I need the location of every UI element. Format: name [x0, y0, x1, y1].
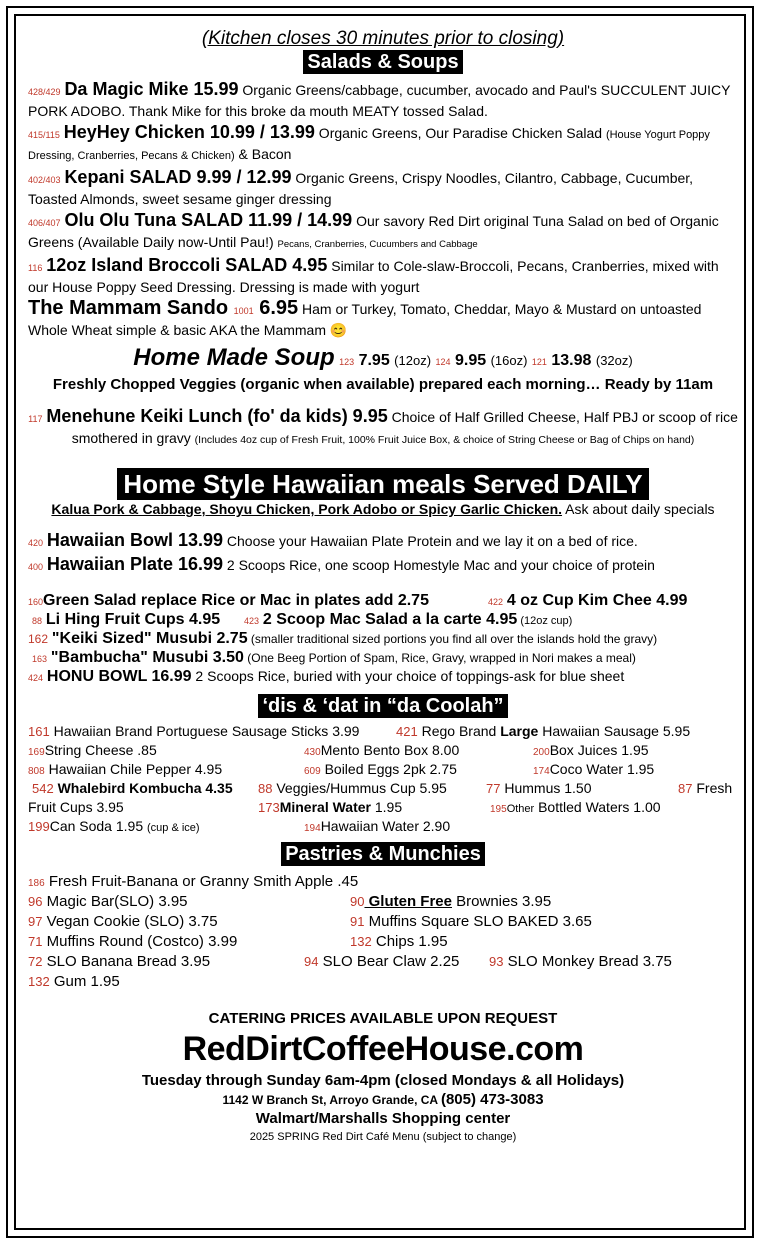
phone-number[interactable]: (805) 473-3083	[440, 1091, 544, 1108]
soup-note: Freshly Chopped Veggies (organic when available) prepared each morning… Ready by 11am	[52, 376, 714, 393]
list-item: 96 Magic Bar(SLO) 3.95 90 Gluten Free Brownies 3.95	[28, 893, 552, 910]
address: 1142 W Branch St, Arroyo Grande, CA (805) 473-3083	[222, 1091, 544, 1108]
list-item: 71 Muffins Round (Costco) 3.99 132 Chips 1.95	[28, 933, 448, 950]
menu-item: 402/403 Kepani SALAD 9.99 / 12.99 Organic Greens, Crispy Noodles, Cilantro, Cabbage, Cucumber, Toasted Almonds, sweet sesame ginger dressing	[28, 167, 694, 207]
list-item: 88 Li Hing Fruit Cups 4.95 423 2 Scoop Mac Salad a la carte 4.95 (12oz cup)	[32, 611, 573, 628]
menu-item-bowl: 420 Hawaiian Bowl 13.99 Choose your Hawaiian Plate Protein and we lay it on a bed of rice.	[28, 530, 638, 550]
list-item: 542 Whalebird Kombucha 4.35 88 Veggies/Hummus Cup 5.95 77 Hummus 1.50 87 Fresh	[32, 780, 733, 796]
catering-note: CATERING PRICES AVAILABLE UPON REQUEST	[208, 1010, 558, 1027]
menu-item: 415/115 HeyHey Chicken 10.99 / 13.99 Organic Greens, Our Paradise Chicken Salad (House Yogurt Poppy Dressing, Cranberries, Pecans & Chicken) & Bacon	[28, 122, 710, 162]
soup-line: Home Made Soup 123 7.95 (12oz) 124 9.95 (16oz) 121 13.98 (32oz)	[133, 344, 633, 371]
list-item: 72 SLO Banana Bread 3.95 94 SLO Bear Claw 2.25 93 SLO Monkey Bread 3.75	[28, 953, 672, 970]
list-item: 161 Hawaiian Brand Portuguese Sausage Sticks 3.99 421 Rego Brand Large Hawaiian Sausage 5.95	[28, 723, 691, 739]
list-item: 132 Gum 1.95	[28, 973, 120, 990]
list-item: 169String Cheese .85 430Mento Bento Box 8.00 200Box Juices 1.95	[28, 742, 649, 758]
menu-item-plate: 400 Hawaiian Plate 16.99 2 Scoops Rice, one scoop Homestyle Mac and your choice of protein	[28, 554, 655, 574]
section-coolah: ‘dis & ‘dat in “da Coolah”	[28, 694, 738, 718]
section-hawaiian-meals: Home Style Hawaiian meals Served DAILY	[28, 468, 738, 500]
list-item: 97 Vegan Cookie (SLO) 3.75 91 Muffins Square SLO BAKED 3.65	[28, 913, 592, 930]
list-item: 160Green Salad replace Rice or Mac in plates add 2.75 422 4 oz Cup Kim Chee 4.99	[28, 592, 688, 609]
footer	[28, 1010, 738, 1145]
list-item: 808 Hawaiian Chile Pepper 4.95 609 Boiled Eggs 2pk 2.75 174Coco Water 1.95	[28, 761, 655, 777]
list-item: Fruit Cups 3.95 173Mineral Water 1.95 195Other Bottled Waters 1.00	[28, 799, 661, 815]
menu-item: 406/407 Olu Olu Tuna SALAD 11.99 / 14.99 Our savory Red Dirt original Tuna Salad on bed of Organic Greens (Available Daily now-Until Pau!) Pecans, Cranberries, Cucumbers and Cabbage	[28, 210, 719, 250]
menu-content	[28, 28, 738, 1145]
section-salads-soups: Salads & Soups	[28, 50, 738, 74]
salads-list	[28, 80, 738, 340]
menu-item: 116 12oz Island Broccoli SALAD 4.95 Similar to Cole-slaw-Broccoli, Pecans, Cranberries, mixed with our House Poppy Seed Dressing. Dressing is made with yogurt	[28, 255, 719, 295]
kitchen-notice: (Kitchen closes 30 minutes prior to closing)	[201, 28, 565, 49]
addons-list	[28, 591, 738, 686]
section-pastries: Pastries & Munchies	[28, 842, 738, 866]
list-item: 199Can Soda 1.95 (cup & ice) 194Hawaiian Water 2.90	[28, 818, 451, 834]
website-link[interactable]: RedDirtCoffeeHouse.com	[182, 1030, 584, 1068]
protein-choices: Kalua Pork & Cabbage, Shoyu Chicken, Pork Adobo or Spicy Garlic Chicken. Ask about daily specials	[51, 501, 715, 517]
hours: Tuesday through Sunday 6am-4pm (closed Mondays & all Holidays)	[141, 1072, 625, 1089]
menu-edition: 2025 SPRING Red Dirt Café Menu (subject to change)	[249, 1131, 517, 1143]
list-item: 163 "Bambucha" Musubi 3.50 (One Beeg Portion of Spam, Rice, Gravy, wrapped in Nori makes a meal)	[32, 649, 636, 666]
list-item: 186 Fresh Fruit-Banana or Granny Smith Apple .45	[28, 873, 359, 890]
shopping-center: Walmart/Marshalls Shopping center	[255, 1110, 511, 1127]
list-item: 162 "Keiki Sized" Musubi 2.75 (smaller traditional sized portions you find all over the islands hold the gravy)	[28, 630, 658, 647]
menu-item: 428/429 Da Magic Mike 15.99 Organic Greens/cabbage, cucumber, avocado and Paul's SUCCULENT JUICY PORK ADOBO. Thank Mike for this broke da mouth MEATY tossed Salad.	[28, 79, 731, 119]
menu-item-sando: The Mammam Sando 1001 6.95 Ham or Turkey, Tomato, Cheddar, Mayo & Mustard on untoasted Whole Wheat simple & basic AKA the Mammam 😊	[28, 297, 702, 338]
list-item: 424 HONU BOWL 16.99 2 Scoops Rice, buried with your choice of toppings-ask for blue sheet	[28, 668, 625, 685]
menu-item-keiki: 117 Menehune Keiki Lunch (fo' da kids) 9.95 Choice of Half Grilled Cheese, Half PBJ or scoop of rice smothered in gravy (Includes 4oz cup of Fresh Fruit, 100% Fruit Juice Box, & choice of String Cheese or Bag of Chips on hand)	[28, 406, 738, 446]
coolah-list	[28, 722, 738, 836]
pastries-list	[28, 872, 738, 992]
